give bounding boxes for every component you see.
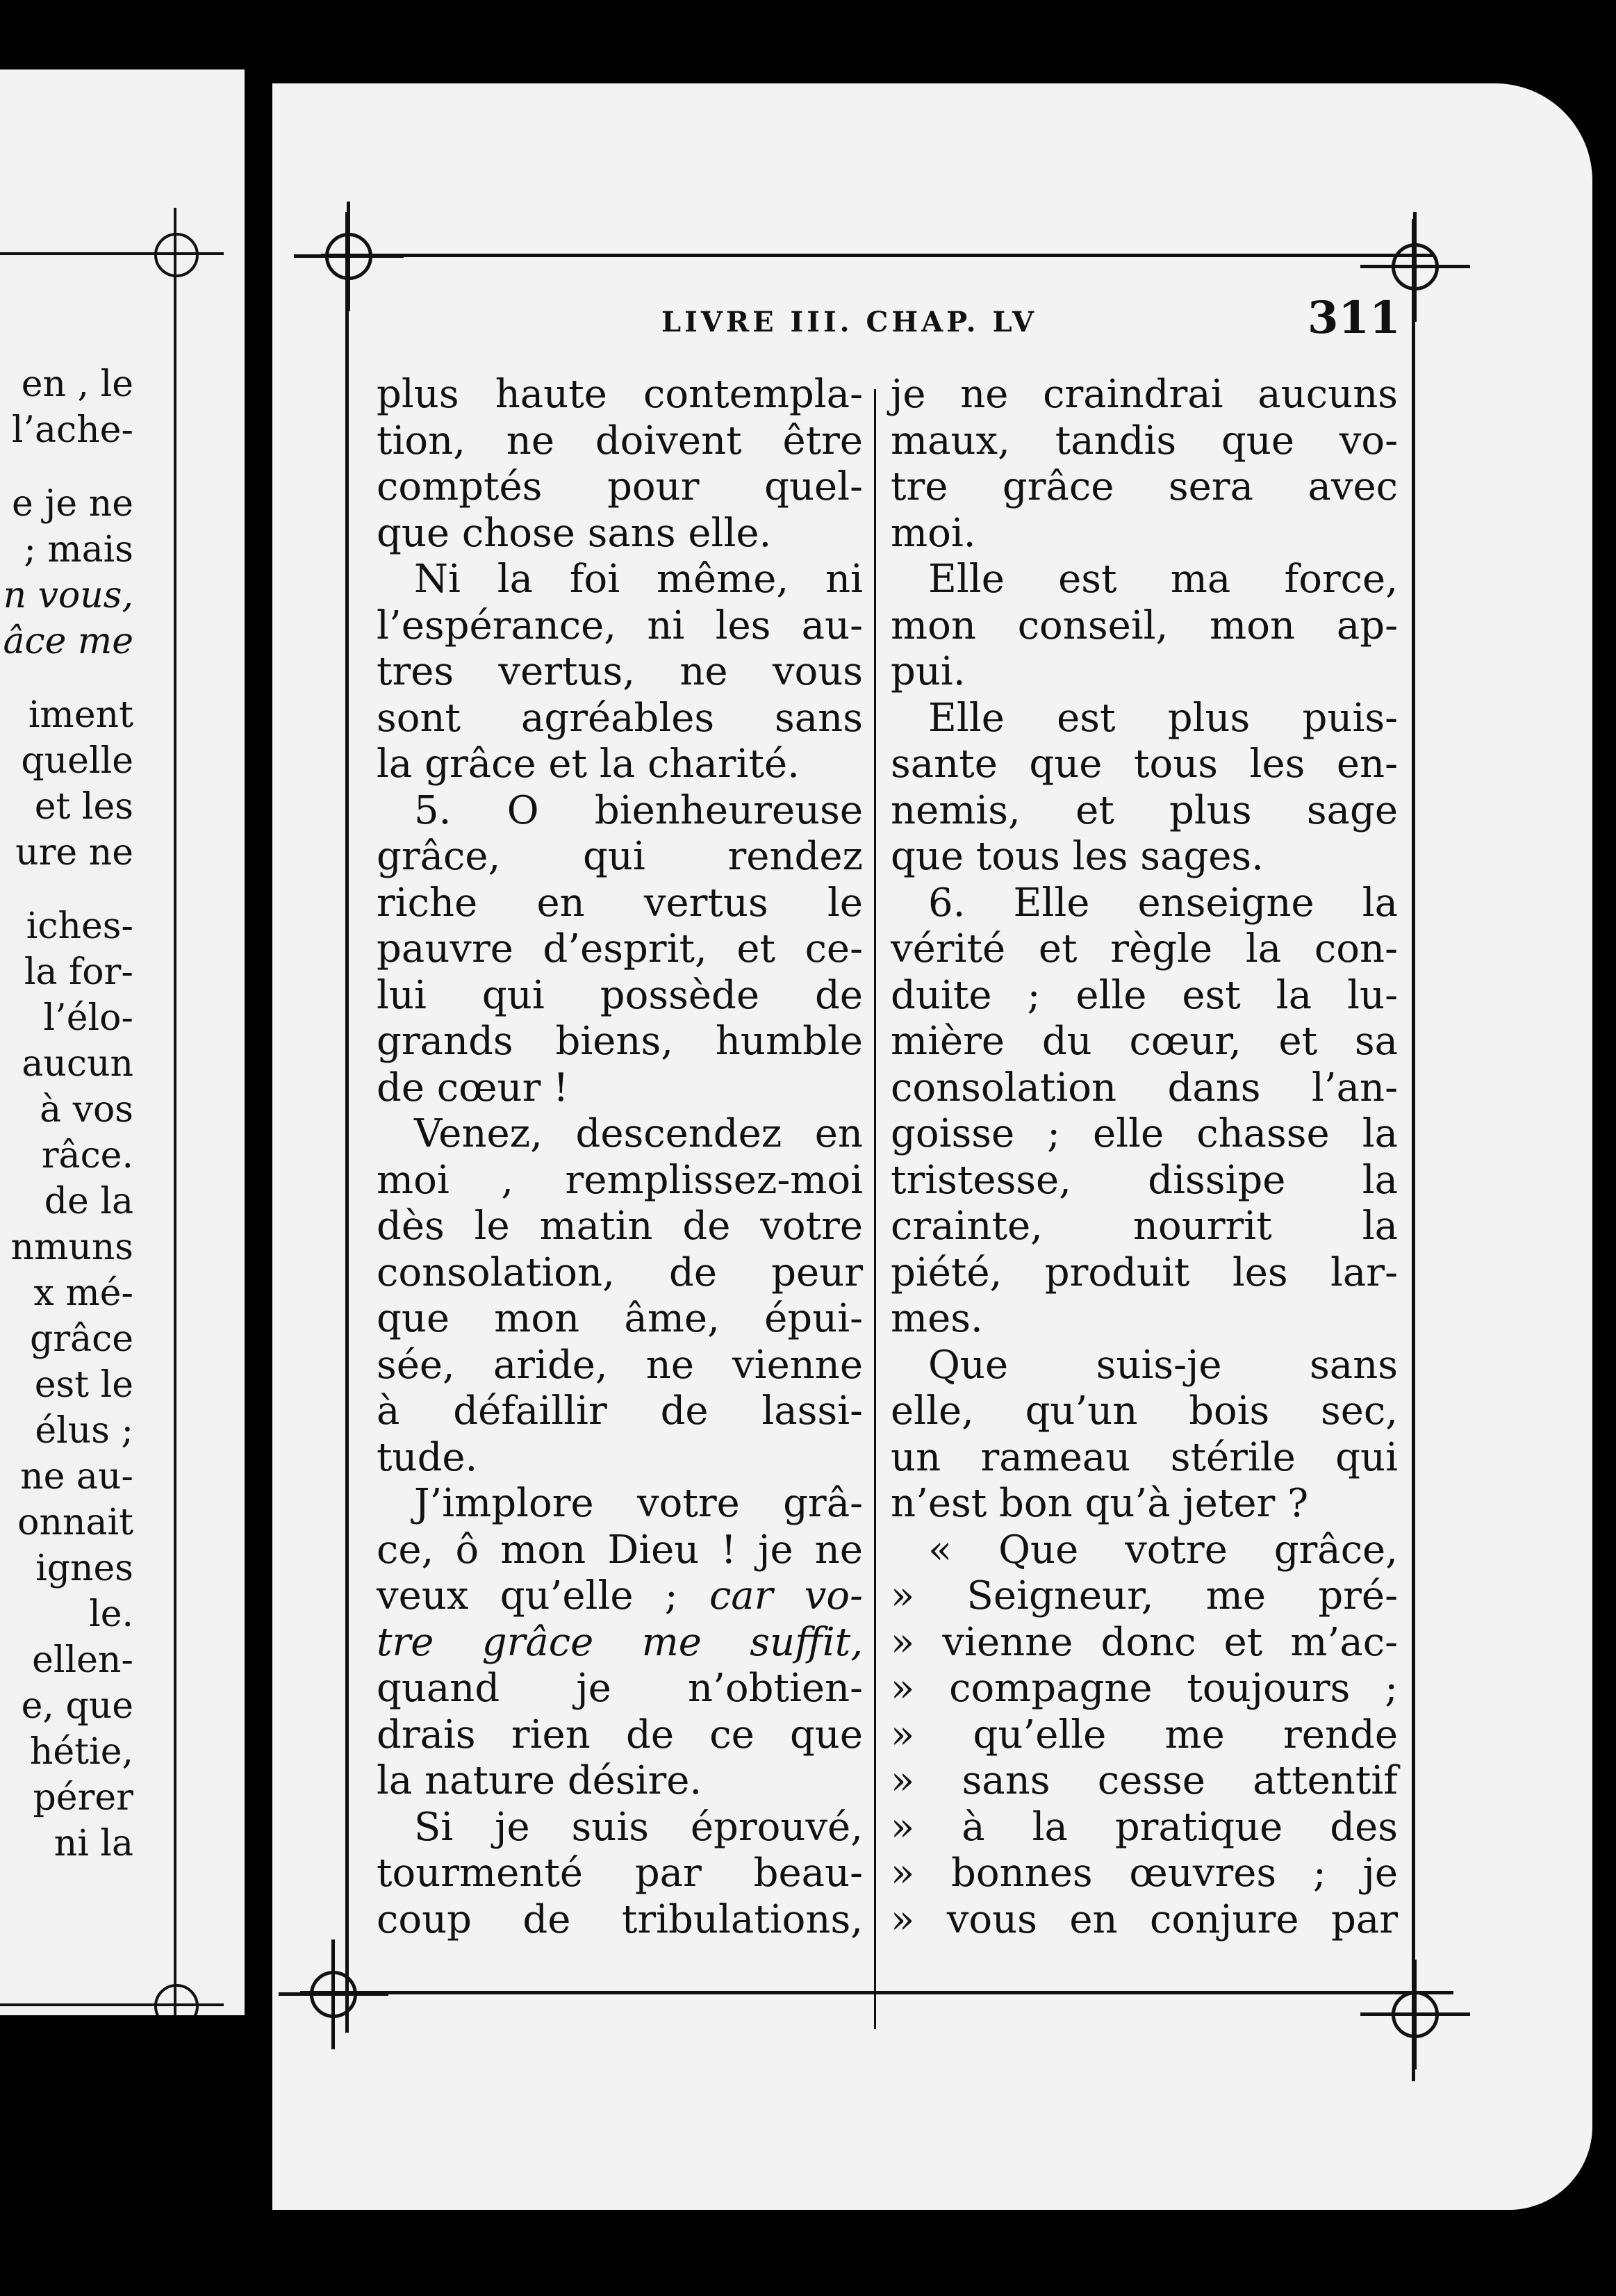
text-line: plus haute contempla- — [377, 372, 863, 417]
text-line: ignes — [35, 1548, 133, 1589]
text-line: iment — [28, 694, 133, 736]
text-line: tre grâce me suffit, — [377, 1619, 863, 1665]
text-line: l’espérance, ni les au- — [377, 602, 863, 648]
text-line: est le — [34, 1364, 133, 1406]
previous-page-fragment — [0, 69, 245, 2015]
book-gutter — [245, 0, 272, 2296]
text-line: Elle est plus puis- — [928, 695, 1398, 741]
paragraph-gap — [0, 664, 133, 692]
text-line: mes. — [891, 1296, 983, 1341]
cross-ornament-icon — [1392, 243, 1439, 290]
text-line: e je ne — [12, 483, 133, 525]
text-line: 5. O bienheureuse — [414, 787, 863, 833]
text-line: » sans cesse attentif — [891, 1758, 1398, 1803]
text-line: ne au- — [20, 1456, 133, 1498]
text-line: » vienne donc et m’ac- — [891, 1619, 1398, 1665]
text-line: veux qu’elle ; car vo- — [377, 1573, 864, 1618]
text-line: duite ; elle est la lu- — [891, 972, 1398, 1018]
text-line: aucun — [22, 1043, 133, 1085]
text-line: » à la pratique des — [891, 1804, 1398, 1850]
text-line: hétie, — [29, 1731, 133, 1773]
text-line: x mé- — [33, 1272, 133, 1314]
text-line: Venez, descendez en — [414, 1111, 863, 1156]
frame-top-rule — [321, 254, 1433, 257]
text-line: 6. Elle enseigne la — [928, 880, 1398, 926]
text-line: consolation dans l’an- — [891, 1065, 1398, 1110]
book-page — [272, 83, 1592, 2210]
text-line: grâce — [29, 1318, 133, 1360]
text-line: ellen- — [32, 1639, 133, 1681]
text-line: tion, ne doivent être — [377, 418, 863, 464]
text-line: moi. — [891, 510, 976, 556]
text-line: n vous, — [3, 575, 133, 616]
text-line: la for- — [24, 951, 133, 993]
text-line: J’implore votre grâ- — [414, 1481, 863, 1526]
paragraph-gap — [0, 876, 133, 903]
text-line: Si je suis éprouvé, — [414, 1804, 863, 1850]
text-line: l’élo- — [43, 997, 133, 1039]
text-line: » compagne toujours ; — [891, 1666, 1398, 1711]
text-line: drais rien de ce que — [377, 1712, 863, 1757]
text-line: tristesse, dissipe la — [891, 1157, 1398, 1203]
text-line: élus ; — [35, 1410, 133, 1452]
cross-ornament-icon — [325, 233, 372, 280]
text-line: je ne craindrai aucuns — [891, 372, 1398, 417]
running-head: LIVRE III. CHAP. LV — [661, 306, 1037, 338]
text-line: iches- — [26, 905, 133, 947]
text-line: quelle — [21, 740, 133, 782]
text-line: ni la — [53, 1823, 133, 1864]
text-line: piété, produit les lar- — [891, 1249, 1398, 1295]
text-line: tude. — [377, 1434, 478, 1480]
text-line: Ni la foi même, ni — [414, 557, 863, 602]
text-line: elle, qu’un bois sec, — [891, 1388, 1398, 1434]
paragraph-gap — [0, 453, 133, 481]
frame-left-rule — [345, 212, 349, 2033]
text-line: goisse ; elle chasse la — [891, 1111, 1398, 1156]
text-line: n’est bon qu’à jeter ? — [891, 1481, 1309, 1526]
text-line: Elle est ma force, — [928, 557, 1398, 602]
text-line: consolation, de peur — [377, 1249, 863, 1295]
text-line: nemis, et plus sage — [891, 787, 1398, 833]
text-line: râce. — [41, 1135, 133, 1176]
text-line: de la — [44, 1181, 133, 1222]
text-line: et les — [34, 786, 133, 828]
text-line: sante que tous les en- — [891, 741, 1398, 787]
text-line: pérer — [33, 1777, 133, 1819]
text-line: que tous les sages. — [891, 834, 1264, 879]
text-line: maux, tandis que vo- — [891, 418, 1398, 464]
text-line: la grâce et la charité. — [377, 741, 800, 787]
text-line: en , le — [21, 363, 133, 405]
previous-page-text — [0, 361, 133, 1867]
text-column-right — [891, 372, 1398, 1943]
text-line: pui. — [891, 649, 966, 694]
text-line: quand je n’obtien- — [377, 1666, 863, 1711]
cross-ornament-icon — [310, 1971, 357, 2018]
text-line: le. — [89, 1593, 133, 1635]
text-line: mière du cœur, et sa — [891, 1019, 1398, 1064]
text-line: » Seigneur, me pré- — [891, 1573, 1398, 1618]
text-line: dès le matin de votre — [377, 1204, 863, 1249]
text-line: que chose sans elle. — [377, 510, 772, 556]
text-line: lui qui possède de — [377, 972, 863, 1018]
text-line: sée, aride, ne vienne — [377, 1342, 863, 1388]
text-line: à défaillir de lassi- — [377, 1388, 863, 1434]
text-line: mon conseil, mon ap- — [891, 602, 1398, 648]
text-line: comptés pour quel- — [377, 464, 863, 509]
cross-ornament-icon — [154, 1984, 199, 2015]
text-line: que mon âme, épui- — [377, 1296, 863, 1341]
text-line: grâce, qui rendez — [377, 834, 863, 879]
text-line: « Que votre grâce, — [928, 1527, 1398, 1573]
text-line: riche en vertus le — [377, 880, 863, 926]
text-line: pauvre d’esprit, et ce- — [377, 926, 863, 971]
text-line: onnait — [17, 1502, 133, 1543]
page-number: 311 — [1308, 292, 1401, 344]
text-line: sont agréables sans — [377, 695, 863, 741]
text-line: coup de tribulations, — [377, 1896, 863, 1942]
text-line: ce, ô mon Dieu ! je ne — [377, 1527, 863, 1573]
text-line: tourmenté par beau- — [377, 1851, 863, 1896]
text-line: ure ne — [15, 832, 133, 874]
previous-page-frame-rule — [174, 219, 176, 2015]
text-line: de cœur ! — [377, 1065, 569, 1110]
text-line: la nature désire. — [377, 1758, 702, 1803]
text-line: Que suis-je sans — [928, 1342, 1398, 1388]
column-divider — [874, 389, 876, 2029]
text-line: » vous en conjure par — [891, 1896, 1398, 1942]
text-column-left — [377, 372, 863, 1943]
cross-ornament-icon — [1392, 1991, 1439, 2038]
text-line: e, que — [21, 1685, 133, 1727]
text-line: à vos — [40, 1089, 133, 1131]
text-line: grands biens, humble — [377, 1019, 863, 1064]
text-line: tres vertus, ne vous — [377, 649, 863, 694]
text-line: » bonnes œuvres ; je — [891, 1851, 1398, 1896]
text-line: » qu’elle me rende — [891, 1712, 1398, 1757]
text-line: moi , remplissez-moi — [377, 1157, 863, 1203]
text-line: nmuns — [10, 1227, 133, 1268]
text-line: crainte, nourrit la — [891, 1204, 1398, 1249]
text-line: ; mais — [24, 529, 133, 571]
cross-ornament-icon — [154, 233, 199, 277]
text-line: un rameau stérile qui — [891, 1434, 1398, 1480]
frame-right-rule — [1412, 219, 1415, 2081]
frame-bottom-rule — [300, 1991, 1453, 1994]
text-line: tre grâce sera avec — [891, 464, 1398, 509]
text-line: l’ache- — [11, 409, 133, 451]
text-line: vérité et règle la con- — [891, 926, 1398, 971]
text-line: âce me — [3, 621, 133, 662]
